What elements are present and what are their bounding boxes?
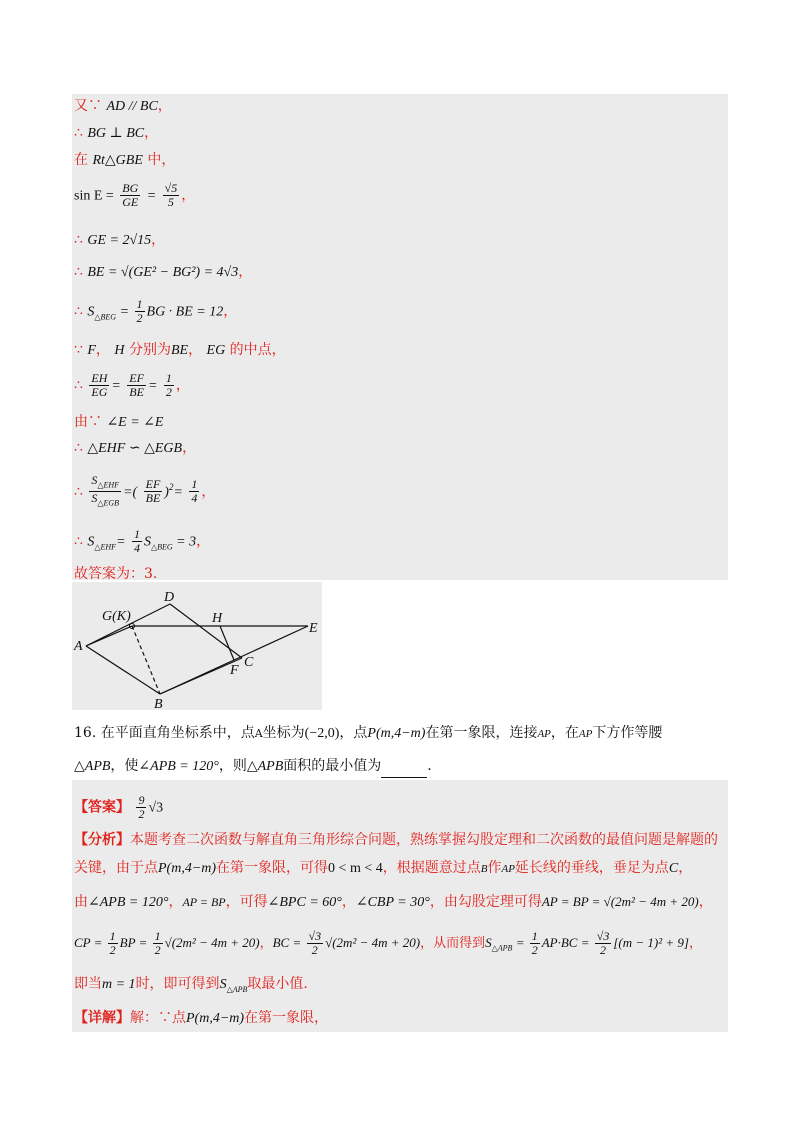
- math: S: [219, 977, 227, 992]
- segment-AB: [86, 646, 160, 694]
- text: 本题考查二次函数与解直角三角形综合问题，熟练掌握勾股定理和二次函数的最值问题是解题的: [130, 832, 718, 848]
- math: B: [480, 863, 488, 875]
- numerator: 1: [136, 297, 143, 311]
- fraction: [153, 930, 163, 957]
- text: 面积的最小值为: [283, 758, 382, 774]
- denominator: 2: [154, 943, 161, 957]
- text: ∴: [74, 264, 88, 280]
- fraction: [120, 182, 140, 209]
- question-16-line-1: [74, 722, 662, 745]
- subscript: △APB: [226, 984, 248, 994]
- text: ，: [151, 232, 166, 248]
- math: F: [87, 343, 96, 358]
- fraction: [189, 478, 199, 505]
- subscript: △BEG: [150, 542, 173, 552]
- solution-line-11: [74, 438, 196, 459]
- fraction: [89, 372, 109, 399]
- answer-line: [74, 794, 163, 821]
- text: ∵: [74, 342, 88, 358]
- text: 在平面直角坐标系中，点: [100, 725, 255, 741]
- denominator: 2: [600, 943, 607, 957]
- text: 在第一象限，: [244, 1010, 329, 1026]
- math: AP: [537, 728, 551, 740]
- math: Rt△GBE: [92, 153, 143, 168]
- text: .: [427, 758, 432, 774]
- solution-line-9: ∴ $\frac{EH}{EG}$ = $\frac{EF}{BE}$ = $\frac{1}{2}$ ，: [74, 371, 190, 399]
- math: m = 1: [102, 977, 136, 992]
- math: AP·BC =: [541, 935, 593, 950]
- text: ，: [181, 187, 196, 204]
- text: ，: [688, 936, 702, 951]
- text: ，: [259, 936, 273, 951]
- text: ，点: [339, 725, 368, 741]
- text: ，: [341, 894, 356, 910]
- text: ∴: [74, 303, 88, 320]
- segment-AE: [86, 626, 132, 646]
- text: ，: [188, 342, 207, 358]
- denominator: BE: [129, 385, 144, 399]
- math: ∠APB = 120°: [88, 895, 169, 910]
- math: S: [87, 304, 95, 320]
- math: EG: [206, 343, 226, 358]
- math: S: [143, 534, 151, 550]
- detail-line-1: [74, 1008, 328, 1029]
- label-G: G(K): [102, 609, 131, 624]
- solution-line-2: [74, 123, 158, 144]
- solution-line-7: [74, 298, 237, 327]
- math: √(2m² − 4m + 20): [325, 935, 421, 950]
- math: GE = 2√15: [87, 233, 152, 248]
- text: 关键，由于点: [74, 860, 158, 876]
- fraction: [136, 794, 146, 821]
- text: 由: [74, 894, 88, 910]
- numerator: BG: [122, 181, 139, 195]
- fraction: [144, 478, 163, 505]
- subscript: △EHF: [94, 542, 117, 552]
- math: = 3: [172, 534, 197, 550]
- text: ，根据题意过点: [382, 860, 481, 876]
- numerator: 1: [531, 929, 538, 943]
- segment-DC: [170, 604, 242, 658]
- label-E: E: [309, 621, 318, 636]
- text: 时，即可得到: [135, 976, 220, 992]
- question-16-line-2: [74, 755, 432, 778]
- fraction: [135, 298, 145, 325]
- numerator: √5: [164, 181, 178, 195]
- text: ，: [698, 894, 713, 910]
- denominator: GE: [122, 195, 139, 209]
- math: BG · BE = 12: [146, 304, 224, 320]
- fraction: [530, 930, 540, 957]
- denominator: 2: [531, 943, 538, 957]
- denominator: 4: [191, 491, 198, 506]
- label-D: D: [164, 590, 175, 605]
- equals: =: [146, 188, 157, 204]
- text: 又∵: [74, 98, 107, 114]
- solution-line-13: ∴ $S_{\triangle EHF}=$ $\frac{1}{4}$ $S_{\triangle BEG} = 3$，: [74, 527, 211, 555]
- math: S: [87, 534, 95, 550]
- fraction: [89, 474, 121, 510]
- math: BE = √(GE² − BG²) = 4√3: [87, 265, 239, 280]
- numerator: 1: [154, 929, 161, 943]
- solution-line-12: ∴ $\frac{S_{\triangle EHF}}{S_{\triangle EGB}}$ =( $\frac{EF}{BE}$ )$^2$= $\frac{1}{4}$ ，: [74, 473, 216, 508]
- analysis-tag: 【分析】: [74, 832, 130, 848]
- text: 在第一象限，可得: [216, 860, 329, 876]
- denominator: EG: [91, 385, 108, 399]
- analysis-line-2: [74, 858, 692, 879]
- solution-line-8: [74, 340, 286, 361]
- math: AP: [578, 728, 593, 740]
- math: AD // BC: [106, 99, 158, 114]
- text: ，: [201, 483, 216, 500]
- denominator: 2: [109, 943, 116, 957]
- fraction: [307, 930, 324, 957]
- math: BP =: [119, 935, 151, 950]
- text: 下方作等腰: [592, 725, 663, 741]
- math: P(m,4−m): [186, 1011, 245, 1026]
- analysis-line-4: [74, 930, 702, 959]
- text: ，: [223, 303, 238, 320]
- numerator: EF: [129, 371, 144, 385]
- text: ，由勾股定理可得: [429, 894, 542, 910]
- subscript: △EGB: [97, 498, 120, 508]
- numerator: EF: [145, 477, 161, 492]
- math: C: [668, 861, 679, 876]
- solution-line-10: [74, 412, 163, 433]
- solution-line-14: [74, 564, 157, 584]
- math: ∠APB = 120°: [138, 759, 219, 774]
- text: ，在: [550, 725, 579, 741]
- text: 即当: [74, 976, 102, 992]
- math: BE: [170, 343, 189, 358]
- analysis-line-5: [74, 974, 308, 1000]
- math: 0 < m < 4: [328, 861, 383, 876]
- math: √3: [148, 800, 164, 816]
- text: ，: [196, 533, 211, 550]
- text: ，: [168, 894, 183, 910]
- analysis-line-1: [74, 830, 718, 850]
- text: ，: [238, 264, 253, 280]
- math: ∠E = ∠E: [106, 415, 164, 430]
- solution-line-1: [74, 96, 172, 117]
- solution-line-4: [74, 182, 195, 209]
- numerator: EH: [91, 371, 108, 385]
- text: 解：∵点: [130, 1010, 186, 1026]
- text: ∴: [74, 533, 88, 550]
- equals: =: [116, 304, 133, 320]
- numerator: 9: [138, 793, 145, 807]
- math: ∠CBP = 30°: [355, 895, 430, 910]
- text: ，使: [110, 758, 139, 774]
- text: ，: [95, 342, 115, 358]
- fraction: [163, 182, 180, 209]
- text: 延长线的垂线，垂足为点: [514, 860, 669, 876]
- numerator: 1: [165, 371, 172, 385]
- text: 取最小值.: [247, 976, 308, 992]
- label-F: F: [230, 663, 239, 678]
- math: CP =: [74, 935, 106, 950]
- math: AP = BP: [182, 895, 226, 909]
- text: ，: [144, 125, 159, 141]
- detail-tag: 【详解】: [74, 1010, 130, 1026]
- geometry-figure: [72, 582, 322, 710]
- text: ，: [678, 860, 693, 876]
- text: ∴: [74, 377, 88, 394]
- point-expression: P(m,4−m): [367, 726, 426, 741]
- math: √(2m² − 4m + 20): [164, 935, 260, 950]
- solution-line-5: [74, 230, 165, 251]
- fraction: [164, 372, 174, 399]
- math: S: [91, 473, 98, 487]
- math: S: [91, 491, 98, 506]
- text: 由∵: [74, 414, 107, 430]
- math: H: [114, 343, 125, 358]
- math: [(m − 1)² + 9]: [613, 935, 689, 950]
- label-C: C: [244, 655, 254, 670]
- subscript: △APB: [491, 943, 513, 953]
- fraction: [127, 372, 146, 399]
- text: ，: [157, 98, 172, 114]
- denominator: 2: [165, 385, 172, 399]
- answer-blank: [381, 763, 427, 778]
- solution-line-3: [74, 150, 175, 171]
- text: ∴: [74, 232, 88, 248]
- denominator: 2: [136, 311, 143, 325]
- math: sin E =: [74, 188, 114, 204]
- text: 中，: [142, 152, 176, 168]
- text: ，则: [218, 758, 247, 774]
- text: 坐标为: [262, 725, 305, 741]
- text: ∴: [74, 483, 88, 500]
- answer-tag: 【答案】: [74, 799, 130, 816]
- subscript: △EHF: [97, 480, 120, 490]
- point-label: A: [254, 727, 263, 740]
- math: △APB: [74, 759, 111, 774]
- answer-line: 故答案为：3.: [74, 566, 158, 582]
- text: ∴: [74, 440, 88, 456]
- text: ，: [182, 440, 197, 456]
- math: ∠BPC = 60°: [267, 895, 342, 910]
- label-B: B: [154, 697, 163, 710]
- math: △EHF ∽ △EGB: [87, 441, 183, 456]
- denominator: 2: [138, 807, 145, 821]
- text: 在: [74, 152, 93, 168]
- math: =: [512, 935, 528, 950]
- math: △APB: [246, 759, 284, 774]
- math: BG ⊥ BC: [87, 126, 145, 141]
- fraction: [595, 930, 612, 957]
- subscript: △BEG: [94, 312, 117, 322]
- text: 分别为: [124, 342, 171, 358]
- text: ∴: [74, 125, 88, 141]
- denominator: 4: [133, 541, 140, 555]
- math: S: [485, 935, 492, 950]
- denominator: 2: [311, 943, 318, 957]
- math: AP: [501, 863, 515, 875]
- text: 作: [487, 860, 502, 876]
- label-H: H: [212, 611, 223, 626]
- math: AP = BP = √(2m² − 4m + 20): [541, 894, 699, 909]
- fraction: [108, 930, 118, 957]
- text: 的中点，: [225, 342, 286, 358]
- numerator: 1: [109, 929, 116, 943]
- question-number: 16.: [74, 725, 97, 741]
- segment-GB: [132, 626, 160, 694]
- fraction: [132, 528, 142, 555]
- numerator: √3: [308, 929, 322, 943]
- numerator: 1: [191, 477, 198, 492]
- math: BC =: [272, 935, 305, 950]
- numerator: 1: [133, 527, 140, 541]
- math: P(m,4−m): [158, 861, 217, 876]
- numerator: √3: [596, 929, 610, 943]
- denominator: BE: [145, 491, 161, 506]
- text: ，从而得到: [420, 936, 486, 951]
- analysis-line-3: [74, 892, 713, 913]
- denominator: 5: [167, 195, 174, 209]
- solution-line-6: [74, 262, 252, 283]
- text: ，可得: [225, 894, 268, 910]
- coordinate: (−2,0): [304, 726, 340, 741]
- exponent: 2: [168, 482, 174, 493]
- label-A: A: [74, 639, 83, 654]
- text: ，: [175, 377, 190, 394]
- text: 在第一象限，连接: [425, 725, 538, 741]
